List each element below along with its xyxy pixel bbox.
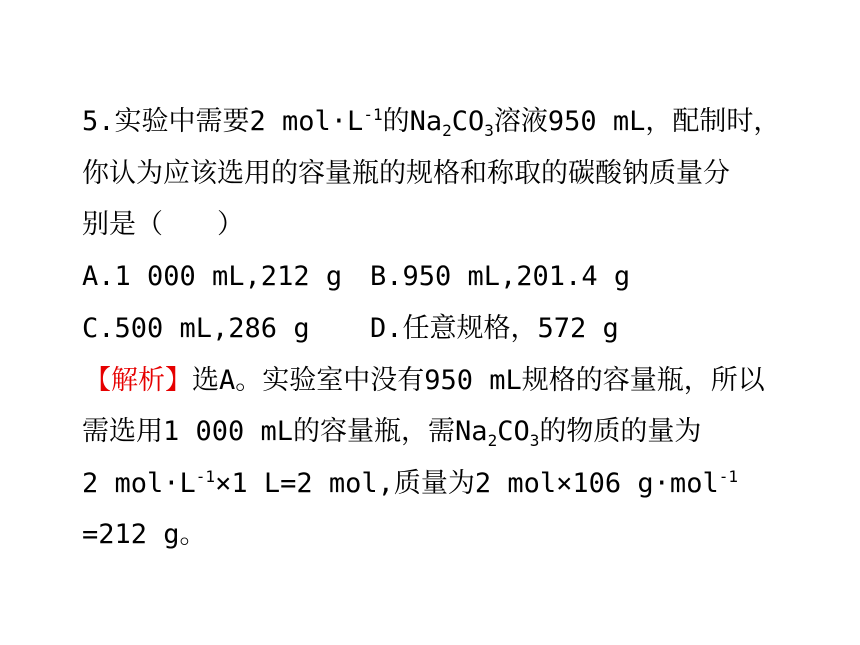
options-row-1: [82, 259, 631, 295]
subscript: 2: [487, 431, 498, 450]
subscript: 3: [529, 431, 540, 450]
analysis-tag: 【解析】: [84, 365, 192, 396]
analysis-text: CO: [497, 416, 530, 447]
question-line-1: [82, 104, 780, 140]
analysis-text: 2 mol·L: [82, 468, 196, 499]
analysis-line-4: =212 g。: [82, 519, 207, 550]
superscript: -1: [195, 467, 216, 486]
question-line-2: 你认为应该选用的容量瓶的规格和称取的碳酸钠质量分: [82, 158, 730, 189]
analysis-line-1: [84, 363, 765, 399]
analysis-text: 选A。实验室中没有950 mL规格的容量瓶，所以: [192, 365, 765, 396]
analysis-text: 需选用1 000 mL的容量瓶，需Na: [82, 416, 488, 447]
question-text: 5.实验中需要2 mol·L: [82, 106, 364, 137]
question-text: CO: [451, 106, 485, 137]
analysis-line-3: [82, 466, 738, 502]
question-line-3: 别是（ ）: [82, 209, 244, 240]
analysis-line-2: [82, 414, 701, 450]
analysis-text: ×1 L=2 mol,质量为2 mol×106 g·mol: [215, 468, 719, 499]
option-c: C.500 mL,286 g: [82, 313, 310, 344]
question-text: 溶液950 mL，配制时，: [493, 106, 781, 137]
subscript: 2: [442, 121, 452, 140]
superscript: -1: [363, 105, 383, 124]
subscript: 3: [484, 121, 494, 140]
superscript: -1: [718, 467, 738, 486]
option-b: B.950 mL,201.4 g: [370, 261, 631, 292]
option-d: D.任意规格，572 g: [370, 313, 619, 344]
option-a: A.1 000 mL,212 g: [82, 261, 343, 292]
options-row-2: [82, 311, 619, 347]
analysis-text: 的物质的量为: [539, 416, 702, 447]
question-text: 的Na: [382, 106, 443, 137]
